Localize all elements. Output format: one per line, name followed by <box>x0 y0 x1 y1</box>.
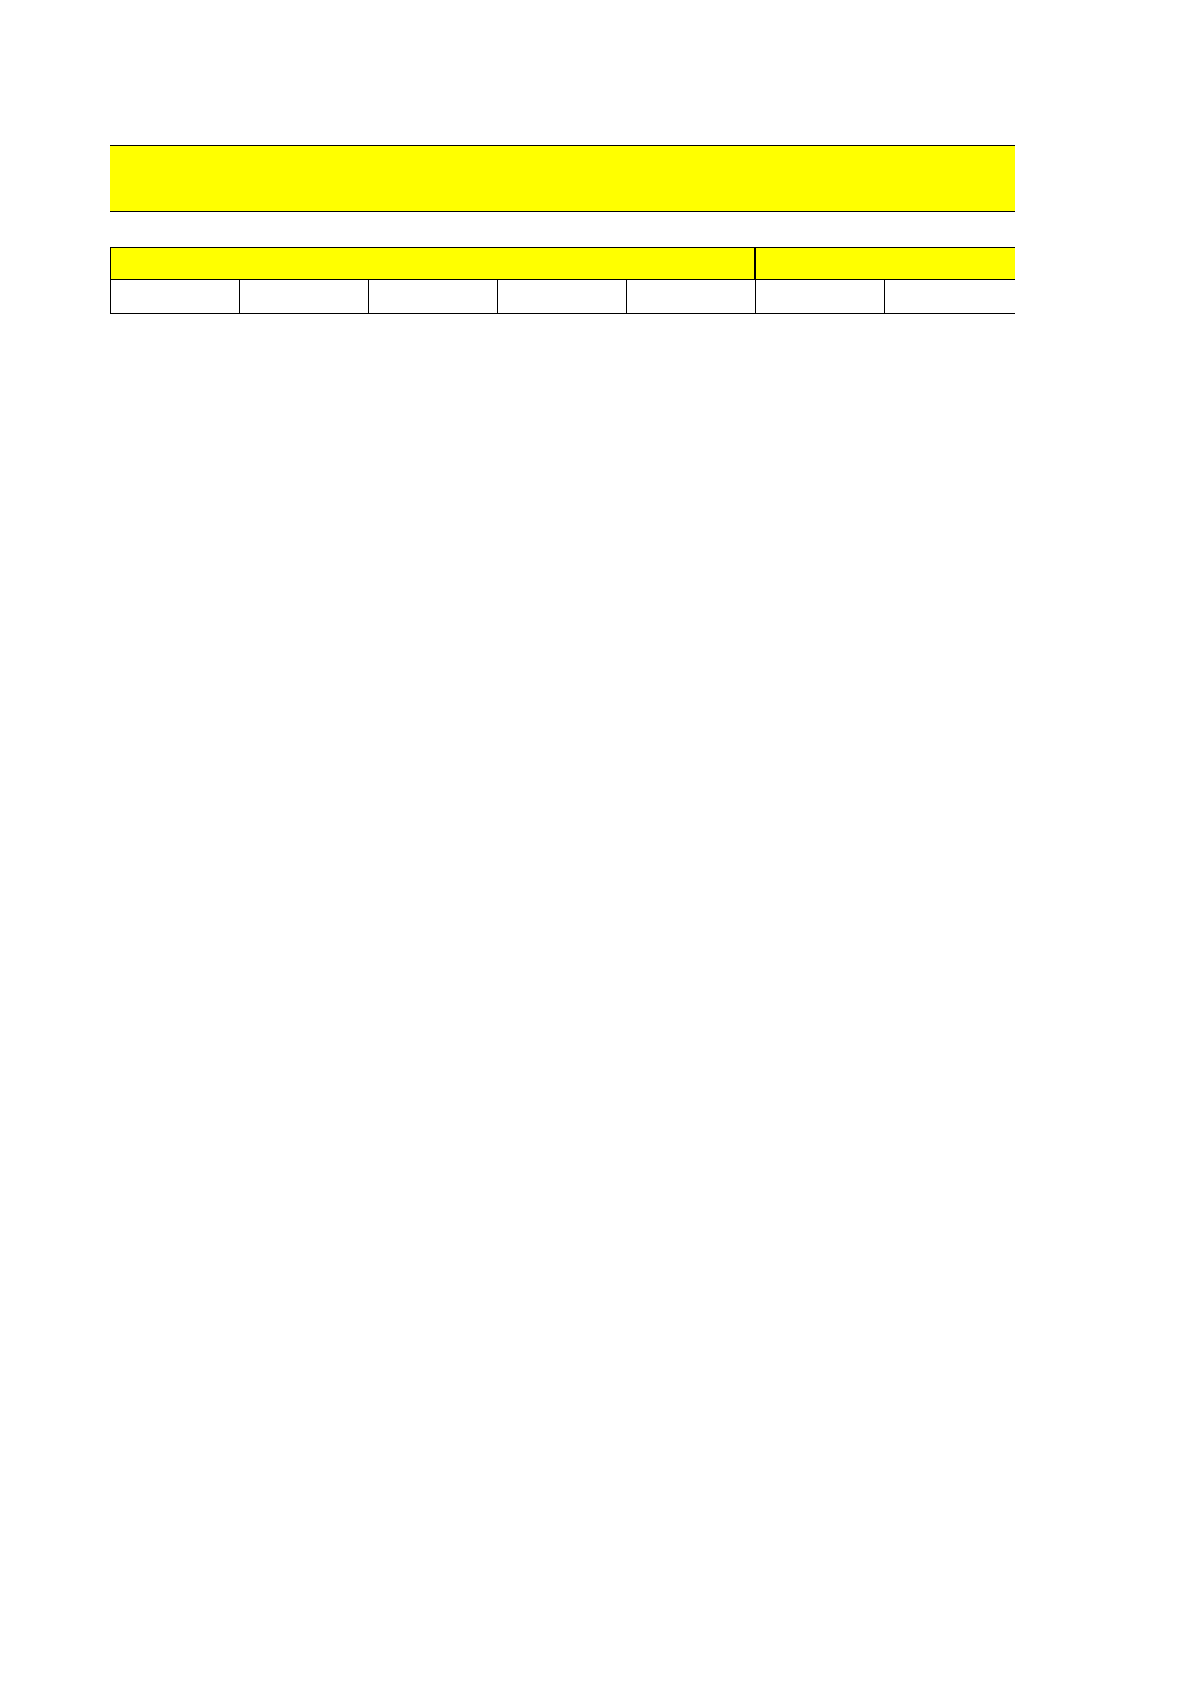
header-cell-blank-3 <box>626 279 756 314</box>
header-cell-postage <box>110 279 240 314</box>
section-band-left <box>110 247 755 280</box>
title-band <box>110 145 1015 211</box>
title-band-top-border <box>110 145 1015 146</box>
header-cell-blank-2 <box>497 279 627 314</box>
header-cell-external-cost <box>239 279 369 314</box>
note-top-border <box>110 211 1015 212</box>
header-cell-traffic <box>755 279 885 314</box>
section-band-right <box>755 247 1015 280</box>
header-cell-blank-1 <box>368 279 498 314</box>
sheet-viewport <box>110 145 1015 1545</box>
header-cell-conversion <box>884 279 1015 314</box>
